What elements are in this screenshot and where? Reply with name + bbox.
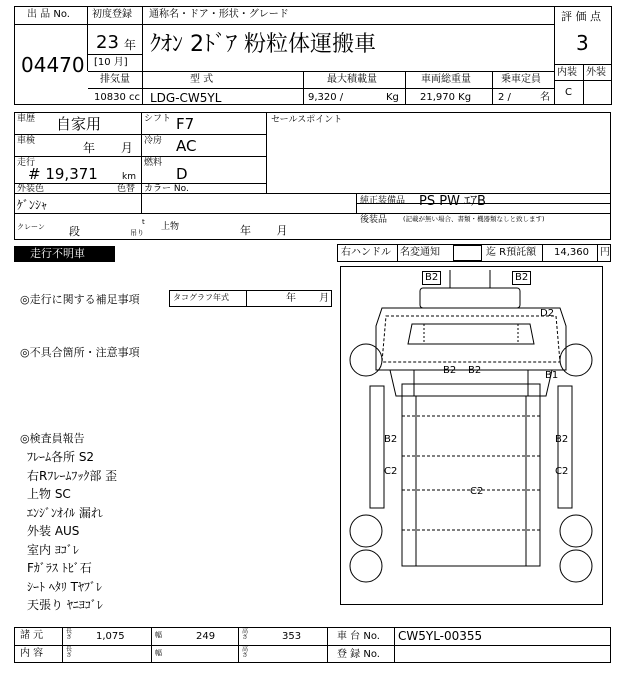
color-label: 外装色: [17, 184, 45, 194]
ac: AC: [176, 137, 197, 155]
shift: F7: [176, 115, 195, 133]
damage-mark: D2: [540, 308, 555, 319]
height-label: 高さ: [242, 628, 249, 641]
inspection: 年 月: [83, 141, 133, 155]
list-item: Fｶﾞﾗｽ ﾄﾋﾞ石: [27, 561, 92, 575]
interior-label: 内装: [557, 67, 577, 78]
damage-mark: C2: [470, 486, 484, 497]
deposit: 14,360: [554, 247, 589, 258]
reg-label: 初度登録: [92, 9, 132, 20]
fuel-label: 燃料: [144, 158, 163, 168]
max-load: 9,320 /: [308, 92, 344, 103]
damage-mark: B2: [468, 365, 482, 376]
tacho-date: 年 月: [286, 293, 330, 304]
inspector-label: ◎検査員報告: [20, 432, 85, 445]
gvw-label: 車両総重量: [421, 74, 471, 85]
list-item: ｼｰﾄ ﾍﾀﾘ Tﾔﾌﾞﾚ: [27, 579, 102, 594]
equipment: PS PW ｴｱB: [419, 194, 486, 209]
model: LDG-CW5YL: [150, 91, 222, 105]
crane-dan: 段: [69, 225, 80, 238]
interior-grade: C: [565, 87, 572, 98]
shogen-label: 諸 元: [20, 630, 44, 641]
aftermarket-note: (記載が無い場合、書類・機器類なしと致します): [403, 215, 545, 223]
name-change-label: 名変通知: [400, 247, 440, 258]
name-label: 通称名・ドア・形状・グレード: [149, 9, 289, 20]
chassis-label: 車 台 No.: [337, 631, 380, 642]
uwamono-label: 上物: [161, 222, 180, 232]
displacement-label: 排気量: [100, 74, 130, 85]
damage-mark: B1: [545, 370, 559, 381]
color: ｹﾞﾝｼｬ: [17, 198, 48, 212]
year-unit: 年: [124, 38, 137, 52]
reg-year: 23: [96, 32, 119, 53]
lot-number: 04470: [21, 53, 85, 77]
list-item: 上物 SC: [27, 487, 71, 501]
damage-mark: C2: [555, 466, 569, 477]
grade-value: 3: [576, 31, 589, 55]
driving-notes-label: ◎走行に関する補足事項: [20, 293, 140, 306]
mileage: # 19,371: [28, 165, 98, 183]
crane-t: t: [142, 218, 145, 226]
crane-tsuri: 吊り: [130, 229, 144, 237]
defects-label: ◎不具合箇所・注意事項: [20, 346, 140, 359]
damage-mark: B2: [443, 365, 457, 376]
list-item: ﾌﾚｰﾑ各所 S2: [27, 450, 95, 464]
grade-label: 評 価 点: [561, 10, 601, 23]
list-item: 天張り ﾔﾆﾖｺﾞﾚ: [27, 598, 103, 612]
deposit-label: 迄 R預託額: [486, 247, 537, 258]
reg-month: [10 月]: [94, 57, 128, 68]
inspector-list: [27, 448, 117, 615]
crane-label: クレーン: [17, 223, 45, 231]
max-load-label: 最大積載量: [327, 74, 377, 85]
exterior-label: 外装: [586, 67, 606, 78]
lot-label: 出 品 No.: [27, 9, 70, 20]
gvw: 21,970 Kg: [420, 92, 472, 103]
list-item: ｴﾝｼﾞﾝｵｲﾙ 漏れ: [27, 505, 103, 520]
mileage-label: 走行: [17, 158, 36, 168]
uwamono-date: 年 月: [240, 224, 288, 237]
kg-unit: Kg: [386, 92, 399, 103]
fuel: D: [176, 165, 188, 183]
capacity-label: 乗車定員: [501, 74, 541, 85]
width-label-2: 幅: [155, 649, 162, 657]
damage-mark: C2: [384, 466, 398, 477]
shift-label: シフト: [144, 114, 172, 124]
displacement: 10830 cc: [94, 92, 140, 103]
tacho-label: タコグラフ年式: [173, 293, 229, 302]
list-item: 右Rﾌﾚｰﾑﾌｯｸ部 歪: [27, 468, 118, 483]
equipment-label: 純正装備品: [360, 196, 406, 206]
height: 353: [282, 631, 302, 642]
damage-mark: B2: [422, 271, 441, 285]
height-label-2: 高さ: [242, 646, 249, 659]
capacity: 2 /: [498, 92, 511, 103]
inspection-label: 車検: [17, 136, 36, 146]
color-no-label: カラー No.: [144, 184, 189, 194]
damage-mark: B2: [384, 434, 398, 445]
ac-label: 冷房: [144, 136, 163, 146]
length: 1,075: [96, 631, 125, 642]
handle: 右ハンドル: [341, 247, 391, 258]
sales-point-label: セールスポイント: [271, 115, 343, 125]
person-unit: 名: [540, 92, 550, 103]
history: 自家用: [56, 115, 102, 133]
history-label: 車歴: [17, 114, 36, 124]
length-label-2: 長さ: [66, 646, 73, 659]
name-change-box: [453, 245, 482, 261]
list-item: 室内 ﾖｺﾞﾚ: [27, 542, 79, 557]
not-running-banner: 走行不明車: [14, 246, 115, 262]
width: 249: [196, 631, 216, 642]
damage-mark: B2: [512, 271, 531, 285]
aftermarket-label: 後装品: [360, 215, 388, 225]
regno-label: 登 録 No.: [337, 649, 380, 660]
chassis-number: CW5YL-00355: [398, 629, 483, 643]
model-label: 型 式: [190, 74, 214, 85]
list-item: 外装 AUS: [27, 524, 80, 538]
color-code-label: 色替: [117, 184, 136, 194]
km-unit: km: [122, 172, 136, 182]
damage-mark: B2: [555, 434, 569, 445]
length-label: 長さ: [66, 628, 73, 641]
naiyo-label: 内 容: [20, 648, 44, 659]
width-label: 幅: [155, 631, 162, 639]
vehicle-name: ｸｵﾝ 2ﾄﾞｱ 粉粒体運搬車: [150, 32, 376, 57]
yen-unit: 円: [600, 247, 610, 258]
